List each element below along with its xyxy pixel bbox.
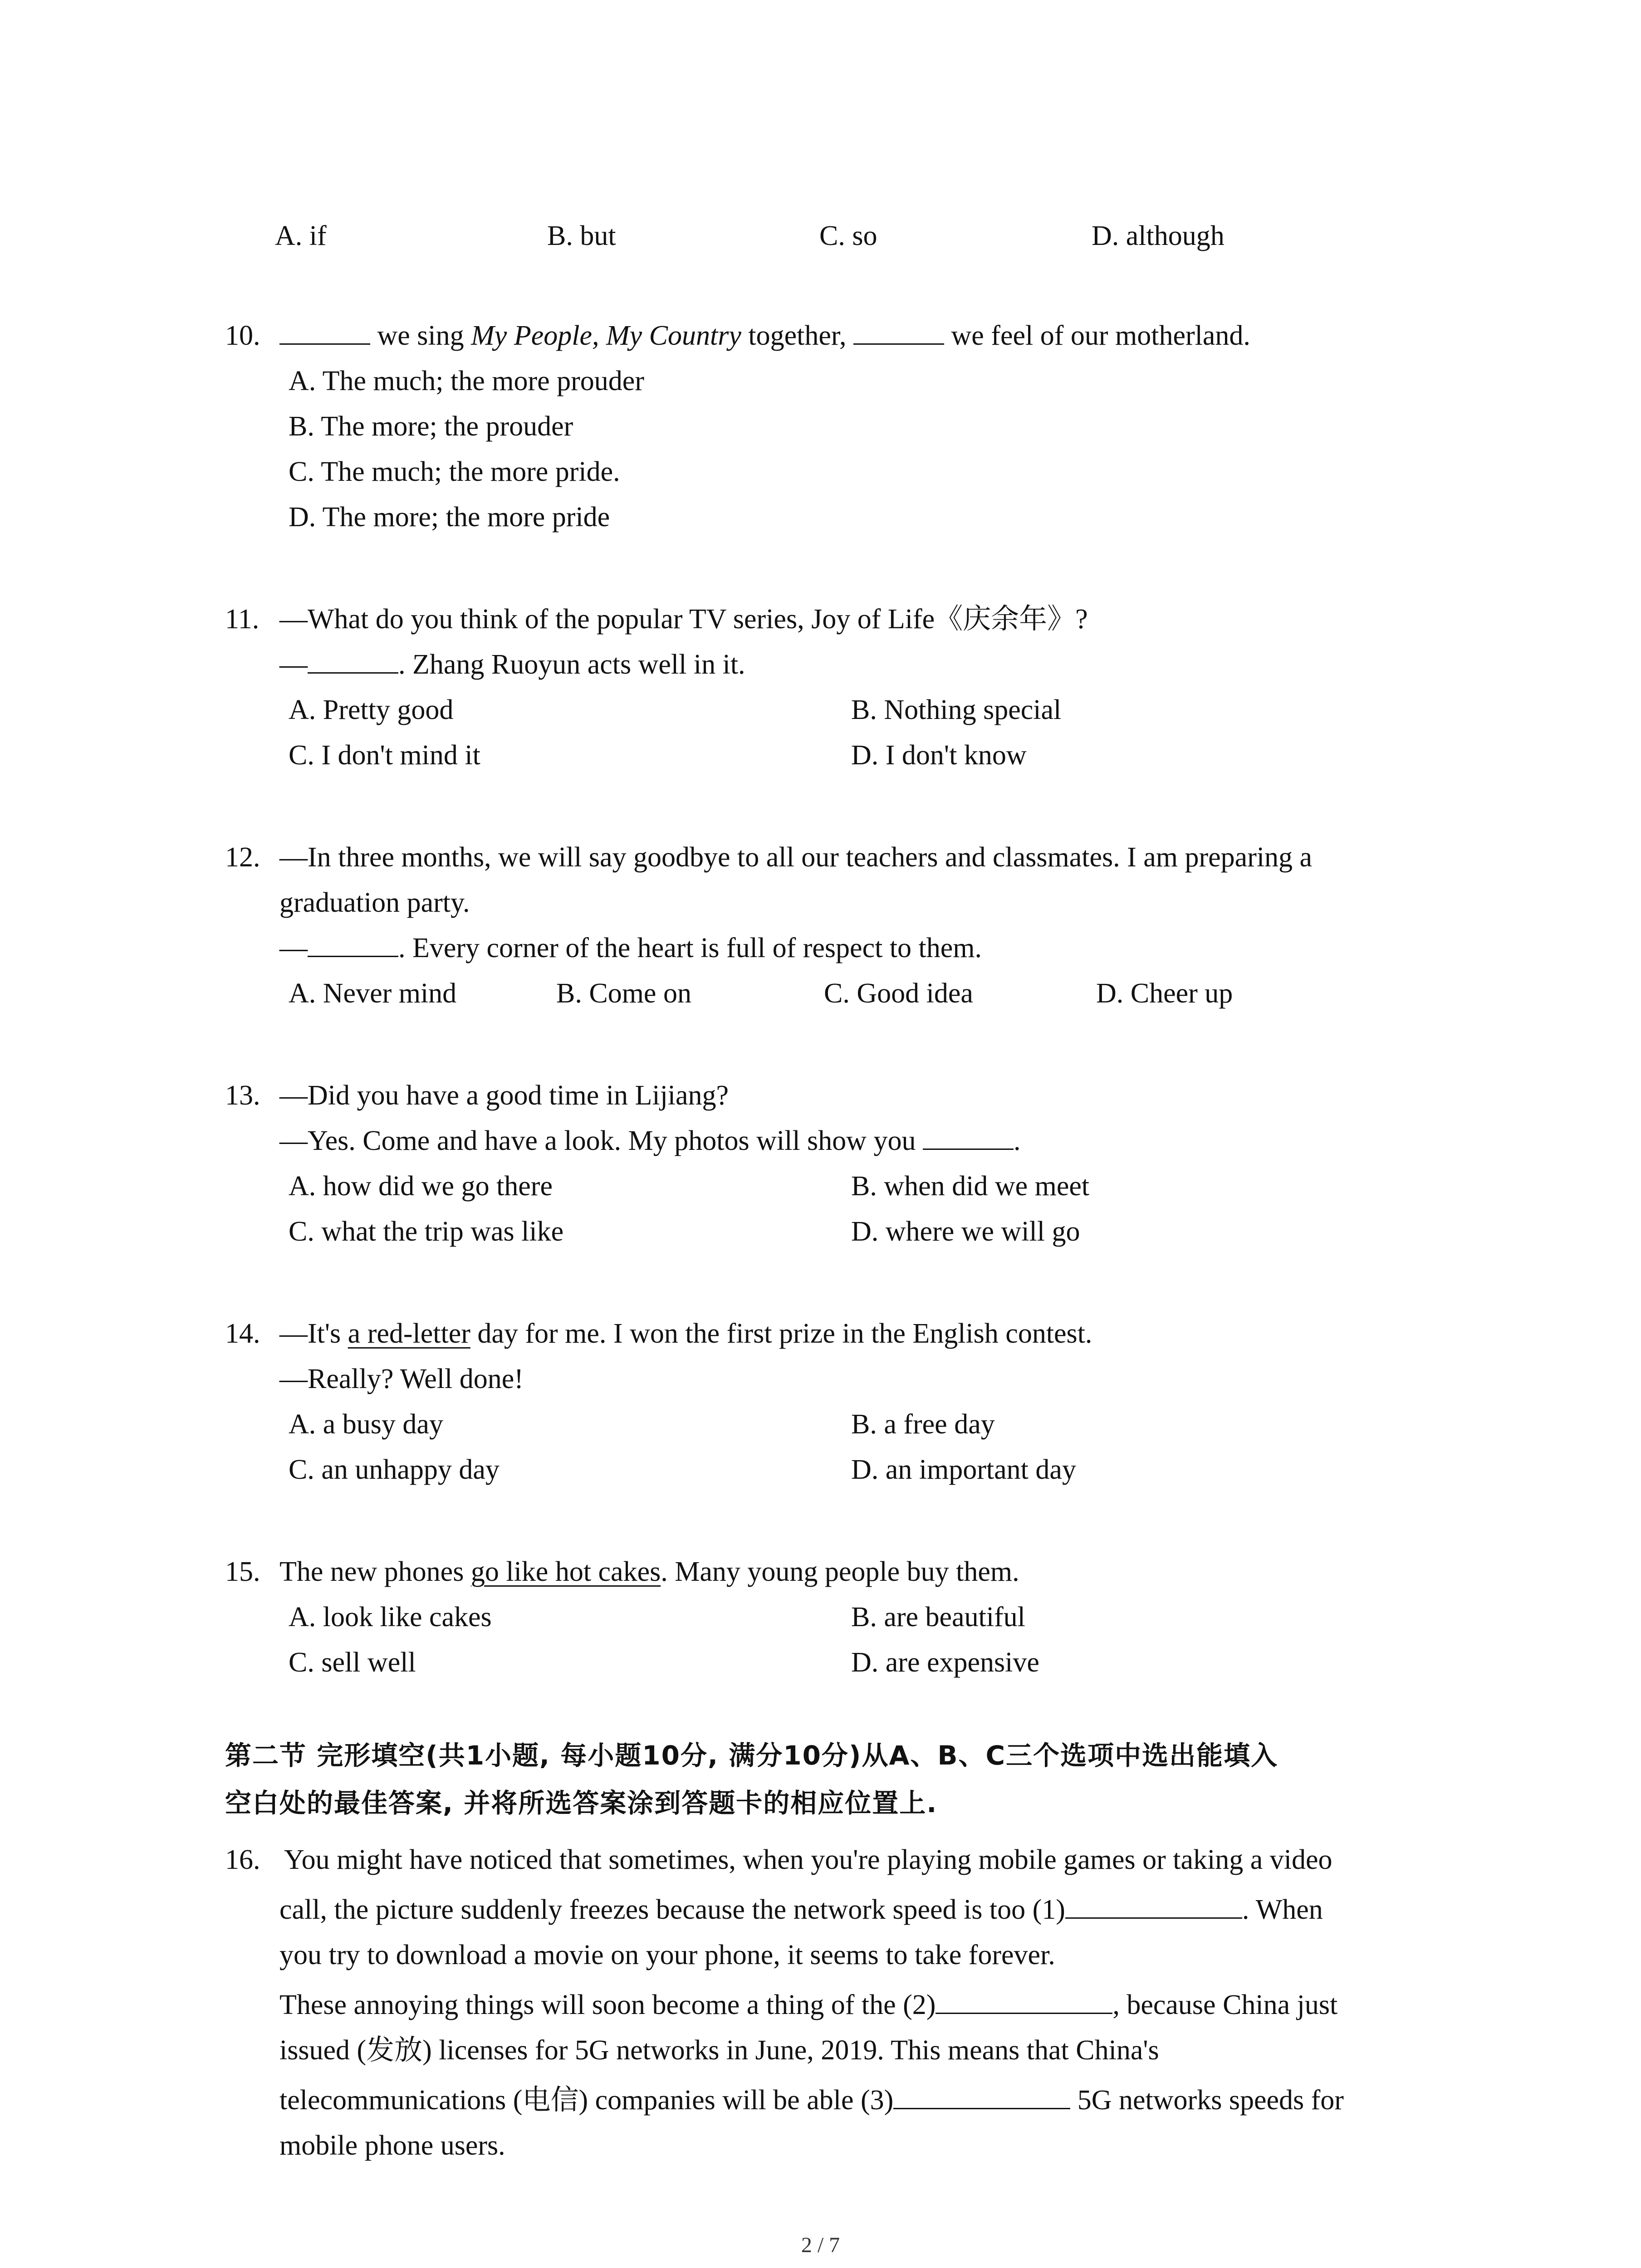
q16-line-4: These annoying things will soon become a thing of the (2) , because China just: [279, 1989, 1338, 2020]
q13-line-1: —Did you have a good time in Lijiang?: [279, 1080, 729, 1111]
q15-line-1: The new phones go like hot cakes. Many young people buy them.: [279, 1556, 1019, 1587]
q16-line-3: you try to download a movie on your phone, it seems to take forever.: [279, 1940, 1055, 1970]
q12-option-d: D. Cheer up: [1096, 978, 1233, 1009]
q16-line-1: You might have noticed that sometimes, when you're playing mobile games or taking a video: [284, 1844, 1332, 1875]
section-2-heading-line-2: 空白处的最佳答案, 并将所选答案涂到答题卡的相应位置上.: [225, 1788, 938, 1818]
q14-option-b: B. a free day: [851, 1409, 995, 1440]
q9-option-d: D. although: [1092, 220, 1225, 251]
q15-option-d: D. are expensive: [851, 1647, 1039, 1678]
q16-line-6: telecommunications (电信) companies will be able (3) 5G networks speeds for: [279, 2085, 1344, 2116]
q16-line-5: issued (发放) licenses for 5G networks in June, 2019. This means that China's: [279, 2035, 1159, 2066]
q13-line-2: —Yes. Come and have a look. My photos will show you .: [279, 1125, 1021, 1156]
q14-line-1: —It's a red-letter day for me. I won the first prize in the English contest.: [279, 1318, 1092, 1349]
q15-option-a: A. look like cakes: [289, 1602, 492, 1633]
q10-option-c: C. The much; the more pride.: [289, 456, 620, 487]
q9-option-a: A. if: [275, 220, 327, 251]
q13-option-d: D. where we will go: [851, 1216, 1080, 1247]
q12-number: 12.: [225, 842, 260, 873]
q9-option-b: B. but: [547, 220, 616, 251]
q16-line-7: mobile phone users.: [279, 2130, 505, 2161]
q12-line-3: — . Every corner of the heart is full of respect to them.: [279, 933, 982, 963]
q15-option-b: B. are beautiful: [851, 1602, 1025, 1633]
q12-line-1: —In three months, we will say goodbye to all our teachers and classmates. I am preparing a: [279, 842, 1313, 873]
q11-option-d: D. I don't know: [851, 740, 1027, 771]
q11-blank: [308, 649, 398, 674]
q13-blank: [923, 1125, 1014, 1150]
q13-option-c: C. what the trip was like: [289, 1216, 564, 1247]
q13-option-b: B. when did we meet: [851, 1171, 1090, 1202]
q12-option-a: A. Never mind: [289, 978, 457, 1009]
q11-option-a: A. Pretty good: [289, 694, 454, 725]
q13-option-a: A. how did we go there: [289, 1171, 553, 1202]
q11-option-c: C. I don't mind it: [289, 740, 480, 771]
q15-option-c: C. sell well: [289, 1647, 416, 1678]
q10-song-title: My People, My Country: [471, 320, 741, 351]
q15-number: 15.: [225, 1556, 260, 1587]
page-number: 2 / 7: [801, 2233, 840, 2257]
q10-option-d: D. The more; the more pride: [289, 502, 610, 533]
q10-number: 10.: [225, 320, 260, 351]
q16-blank-1: [1065, 1894, 1242, 1919]
q11-line-1: —What do you think of the popular TV series, Joy of Life《庆余年》?: [279, 604, 1088, 635]
section-2-heading-line-1: 第二节 完形填空(共1小题, 每小题10分, 满分10分)从A、B、C三个选项中选出能填入: [225, 1740, 1279, 1771]
q14-option-d: D. an important day: [851, 1454, 1076, 1485]
q12-blank: [308, 932, 398, 957]
q15-underlined-phrase: go like hot cakes: [470, 1556, 661, 1587]
q10-stem: we sing My People, My Country together, we feel of our motherland.: [279, 318, 1250, 354]
q10-blank-2: [853, 320, 944, 345]
q9-option-c: C. so: [819, 220, 877, 251]
q11-line-2: — . Zhang Ruoyun acts well in it.: [279, 649, 745, 680]
q14-option-c: C. an unhappy day: [289, 1454, 500, 1485]
q12-line-2: graduation party.: [279, 887, 470, 918]
q14-line-2: —Really? Well done!: [279, 1364, 524, 1394]
q11-number: 11.: [225, 604, 260, 635]
q13-number: 13.: [225, 1080, 260, 1111]
q10-option-a: A. The much; the more prouder: [289, 366, 644, 396]
q12-option-c: C. Good idea: [824, 978, 973, 1009]
q16-blank-3: [893, 2084, 1070, 2109]
q16-number: 16.: [225, 1844, 260, 1875]
q11-option-b: B. Nothing special: [851, 694, 1062, 725]
q12-option-b: B. Come on: [556, 978, 691, 1009]
q14-number: 14.: [225, 1318, 260, 1349]
q14-option-a: A. a busy day: [289, 1409, 443, 1440]
q16-blank-2: [936, 1989, 1112, 2014]
q10-option-b: B. The more; the prouder: [289, 411, 573, 442]
q10-blank-1: [279, 320, 370, 345]
q16-line-2: call, the picture suddenly freezes because the network speed is too (1) . When: [279, 1894, 1323, 1925]
q14-underlined-phrase: a red-letter: [348, 1318, 470, 1349]
